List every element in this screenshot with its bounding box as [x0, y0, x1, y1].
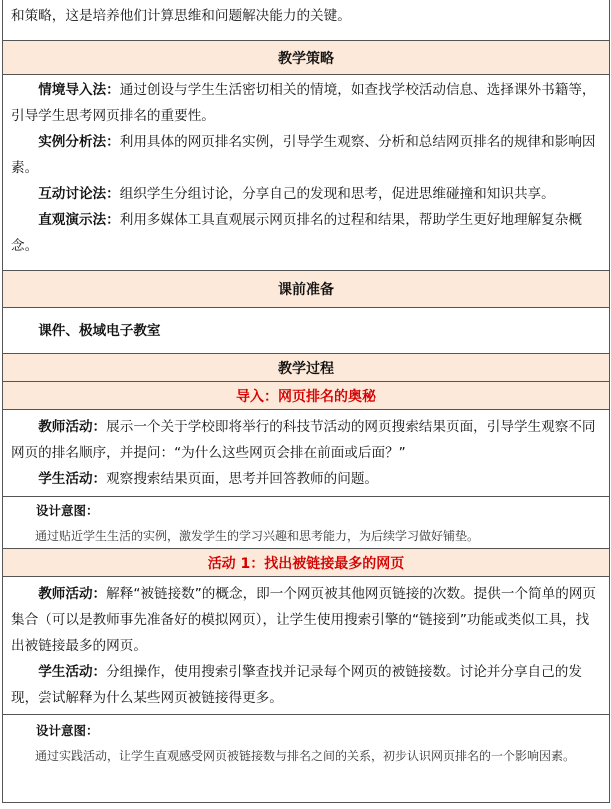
strategy-item	[11, 77, 601, 129]
intro-title: 导入：网页排名的奥秘	[3, 382, 609, 410]
student-activity	[11, 659, 601, 711]
student-label: 学生活动：	[38, 664, 107, 680]
strategies-header: 教学策略	[3, 41, 609, 75]
strategy-item	[11, 207, 601, 259]
student-text: 分组操作，使用搜索引擎查找并记录每个网页的被链接数。讨论并分享自己的发现，尝试解释为什么某些网页被链接得更多。	[11, 664, 582, 706]
student-activity	[11, 466, 601, 492]
teacher-label: 教师活动：	[38, 419, 107, 435]
lesson-plan-table	[2, 0, 610, 803]
strategy-text: 利用具体的网页排名实例，引导学生观察、分析和总结网页排名的规律和影响因素。	[11, 134, 596, 176]
strategy-text: 组织学生分组讨论，分享自己的发现和思考，促进思维碰撞和知识共享。	[119, 186, 555, 202]
design-title: 设计意图：	[36, 503, 99, 518]
intro-tail-row	[3, 0, 609, 41]
strategy-text: 利用多媒体工具直观展示网页排名的过程和结果，帮助学生更好地理解复杂概念。	[11, 212, 582, 254]
teacher-text: 解释“被链接数”的概念，即一个网页被其他网页链接的次数。提供一个简单的网页集合（可以是教师事先准备好的模拟网页），让学生使用搜索引擎的“链接到”功能或类似工具，找出被链接最多的网页。	[11, 586, 597, 654]
preparation-header: 课前准备	[3, 271, 609, 308]
activity1-title: 活动 1：找出被链接最多的网页	[3, 549, 609, 577]
design-title: 设计意图：	[36, 723, 99, 738]
strategy-item	[11, 129, 601, 181]
activity1-content	[3, 577, 609, 715]
teacher-label: 教师活动：	[38, 586, 107, 602]
process-header: 教学过程	[3, 354, 609, 382]
strategy-text: 通过创设与学生生活密切相关的情境，如查找学校活动信息、选择课外书籍等，引导学生思考网页排名的重要性。	[11, 82, 596, 124]
design-text: 通过实践活动，让学生直观感受网页被链接数与排名之间的关系，初步认识网页排名的一个影响因素。	[35, 749, 576, 763]
strategy-item	[11, 181, 601, 207]
teacher-text: 展示一个关于学校即将举行的科技节活动的网页搜索结果页面，引导学生观察不同网页的排名顺序，并提问：“为什么这些网页会排在前面或后面？”	[11, 419, 596, 461]
design-text: 通过贴近学生生活的实例，激发学生的学习兴趣和思考能力，为后续学习做好铺垫。	[35, 529, 480, 543]
strategy-label: 实例分析法：	[38, 134, 120, 150]
student-label: 学生活动：	[38, 471, 107, 487]
strategy-label: 情境导入法：	[38, 82, 120, 98]
teacher-activity	[11, 414, 601, 466]
strategies-content	[3, 75, 609, 271]
intro-design	[3, 497, 609, 549]
preparation-text: 课件、极域电子教室	[38, 322, 161, 339]
strategy-label: 互动讨论法：	[38, 186, 120, 202]
preparation-content	[3, 308, 609, 354]
strategy-label: 直观演示法：	[38, 212, 120, 228]
teacher-activity	[11, 581, 601, 659]
activity1-design	[3, 715, 609, 803]
intro-content	[3, 410, 609, 497]
student-text: 观察搜索结果页面，思考并回答教师的问题。	[106, 471, 379, 487]
intro-tail-text: 和策略，这是培养他们计算思维和问题解决能力的关键。	[11, 8, 351, 24]
